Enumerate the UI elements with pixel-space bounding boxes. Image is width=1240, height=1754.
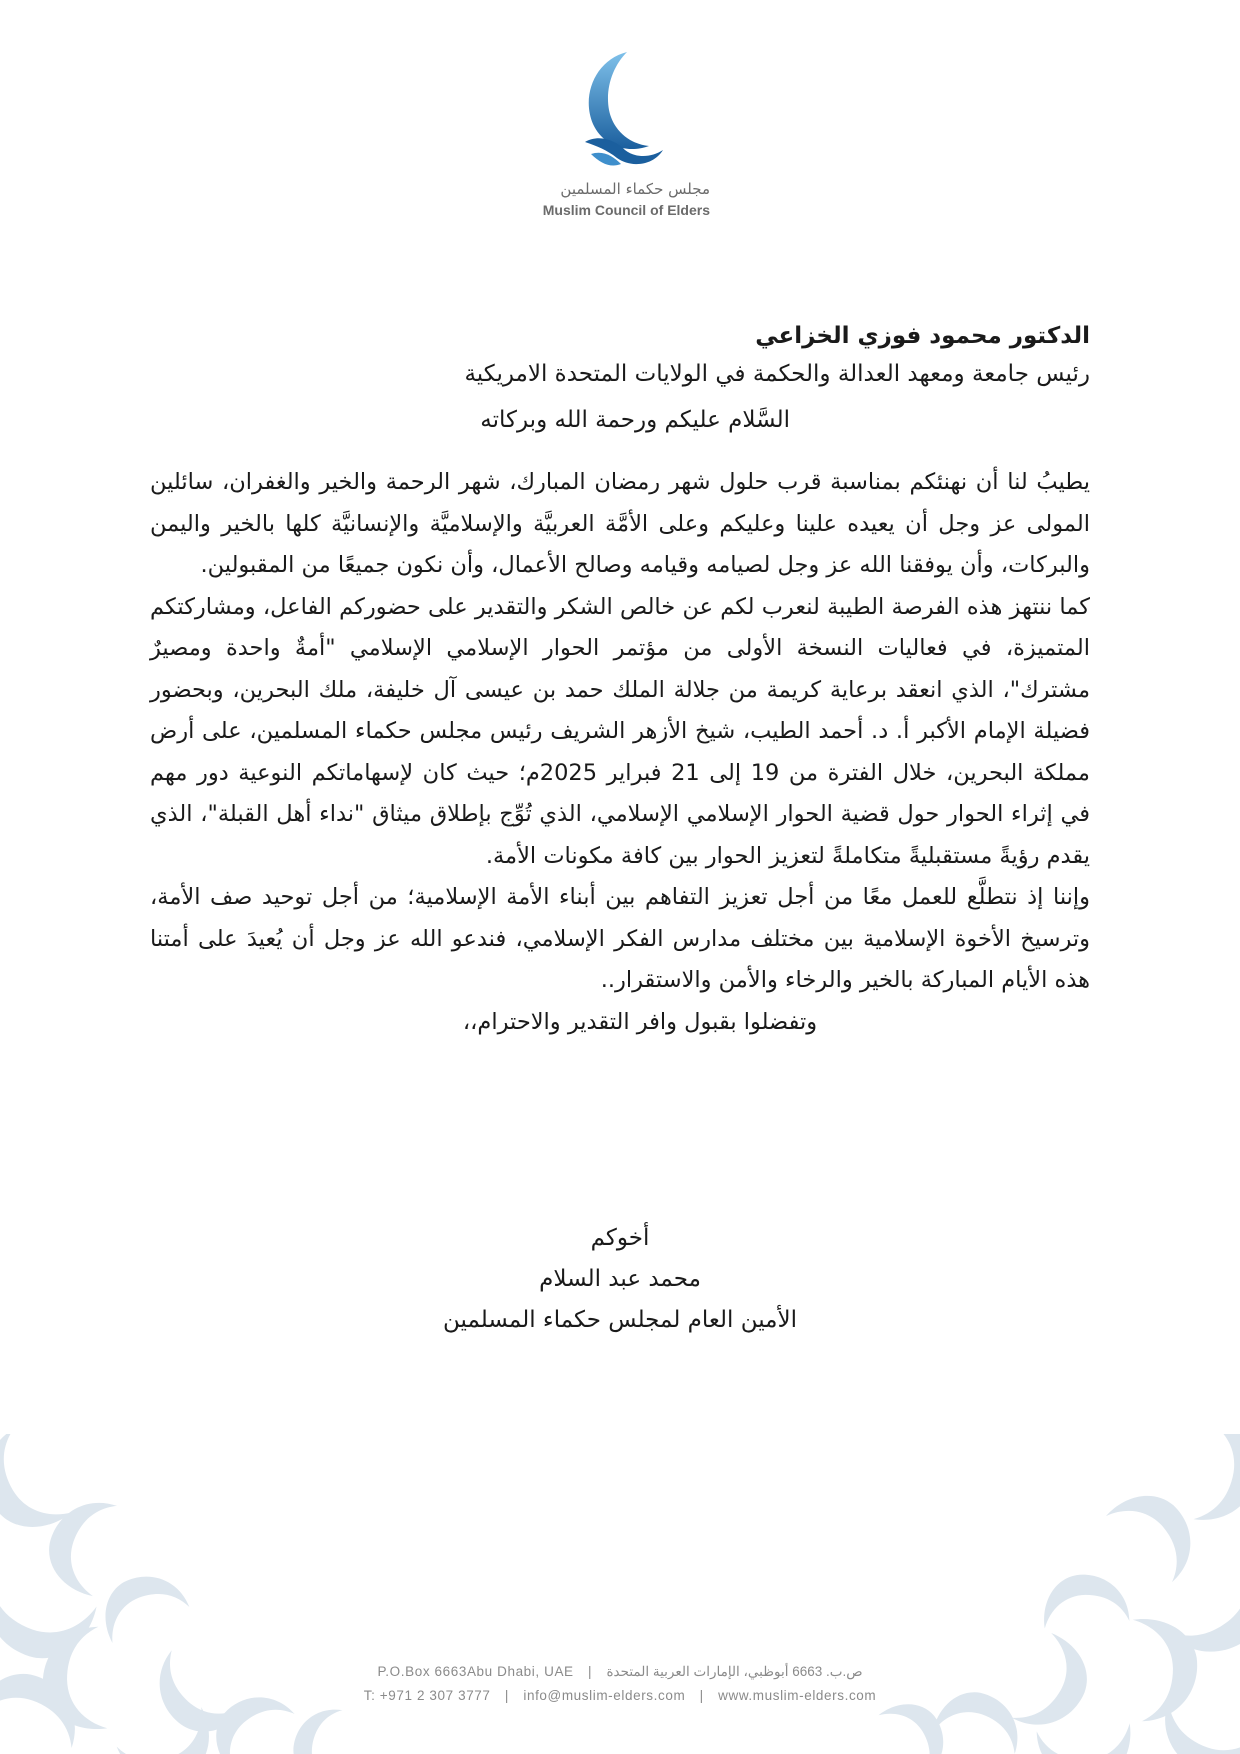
signature-name: محمد عبد السلام	[539, 1266, 701, 1292]
logo-arabic-name: مجلس حكماء المسلمين	[560, 180, 710, 198]
letter-body	[150, 318, 1090, 1043]
footer-separator: |	[504, 1688, 509, 1703]
footer-separator: |	[588, 1664, 593, 1679]
footer-contact-row	[0, 1684, 1240, 1708]
letter-paragraphs	[150, 462, 1090, 1043]
signature-position: الأمين العام لمجلس حكماء المسلمين	[443, 1307, 797, 1333]
greeting: السَّلام عليكم ورحمة الله وبركاته	[480, 407, 790, 433]
footer-website-link[interactable]: www.muslim-elders.com	[718, 1688, 877, 1703]
footer-po-box-en: P.O.Box 6663Abu Dhabi, UAE	[377, 1664, 574, 1679]
paragraph-congratulations: يطيبُ لنا أن نهنئكم بمناسبة قرب حلول شهر رمضان المبارك، شهر الرحمة والخير والغفران، سائلين المولى عز وجل أن يعيده علينا وعليكم وعلى الأمَّة العربيَّة والإسلاميَّة والإنسانيَّة كلها بالخير واليمن والبركات، وأن يوفقنا الله عز وجل لصيامه وقيامه وصالح الأعمال، وأن نكون جميعًا من المقبولين.	[150, 469, 1090, 578]
recipient-title: رئيس جامعة ومعهد العدالة والحكمة في الولايات المتحدة الامريكية	[464, 361, 1090, 387]
footer	[0, 1660, 1240, 1708]
logo-english-name: Muslim Council of Elders	[542, 202, 710, 218]
closing-line: وتفضلوا بقبول وافر التقدير والاحترام،،	[462, 1008, 818, 1035]
paragraph-thanks: كما ننتهز هذه الفرصة الطيبة لنعرب لكم عن خالص الشكر والتقدير على حضوركم الفاعل، ومشاركتكم المتميزة، في فعاليات النسخة الأولى من مؤتمر الحوار الإسلامي الإسلامي "أمةٌ واحدة ومصيرٌ مشترك"، الذي انعقد برعاية كريمة من جلالة الملك حمد بن عيسى آل خليفة، ملك البحرين، وبحضور فضيلة الإمام الأكبر أ. د. أحمد الطيب، شيخ الأزهر الشريف رئيس مجلس حكماء المسلمين، على أرض مملكة البحرين، خلال الفترة من 19 إلى 21 فبراير 2025م؛ حيث كان لإسهاماتكم النوعية دور مهم في إثراء الحوار حول قضية الحوار الإسلامي الإسلامي، الذي تُوِّج بإطلاق ميثاق "نداء أهل القبلة"، الذي يقدم رؤيةً مستقبليةً متكاملةً لتعزيز الحوار بين كافة مكونات الأمة.	[150, 593, 1090, 869]
footer-phone: T: +971 2 307 3777	[363, 1688, 491, 1703]
footer-email-link[interactable]: info@muslim-elders.com	[523, 1688, 686, 1703]
recipient-name: الدكتور محمود فوزي الخزاعي	[755, 323, 1090, 349]
crescent-logo-icon	[565, 46, 675, 176]
footer-address-row	[0, 1660, 1240, 1684]
footer-separator: |	[699, 1688, 704, 1703]
footer-po-box-ar: ص.ب. 6663 أبوظبي، الإمارات العربية المتحدة	[606, 1664, 863, 1679]
paragraph-aspiration: وإننا إذ نتطلَّع للعمل معًا من أجل تعزيز التفاهم بين أبناء الأمة الإسلامية؛ من أجل توحيد صف الأمة، وترسيخ الأخوة الإسلامية بين مختلف مدارس الفكر الإسلامي، فندعو الله عز وجل أن يُعيدَ على أمتنا هذه الأيام المباركة بالخير والرخاء والأمن والاستقرار..	[150, 884, 1090, 993]
letterhead-logo	[0, 46, 1240, 218]
signature-block	[0, 1218, 1240, 1341]
signature-salutation: أخوكم	[590, 1225, 650, 1251]
